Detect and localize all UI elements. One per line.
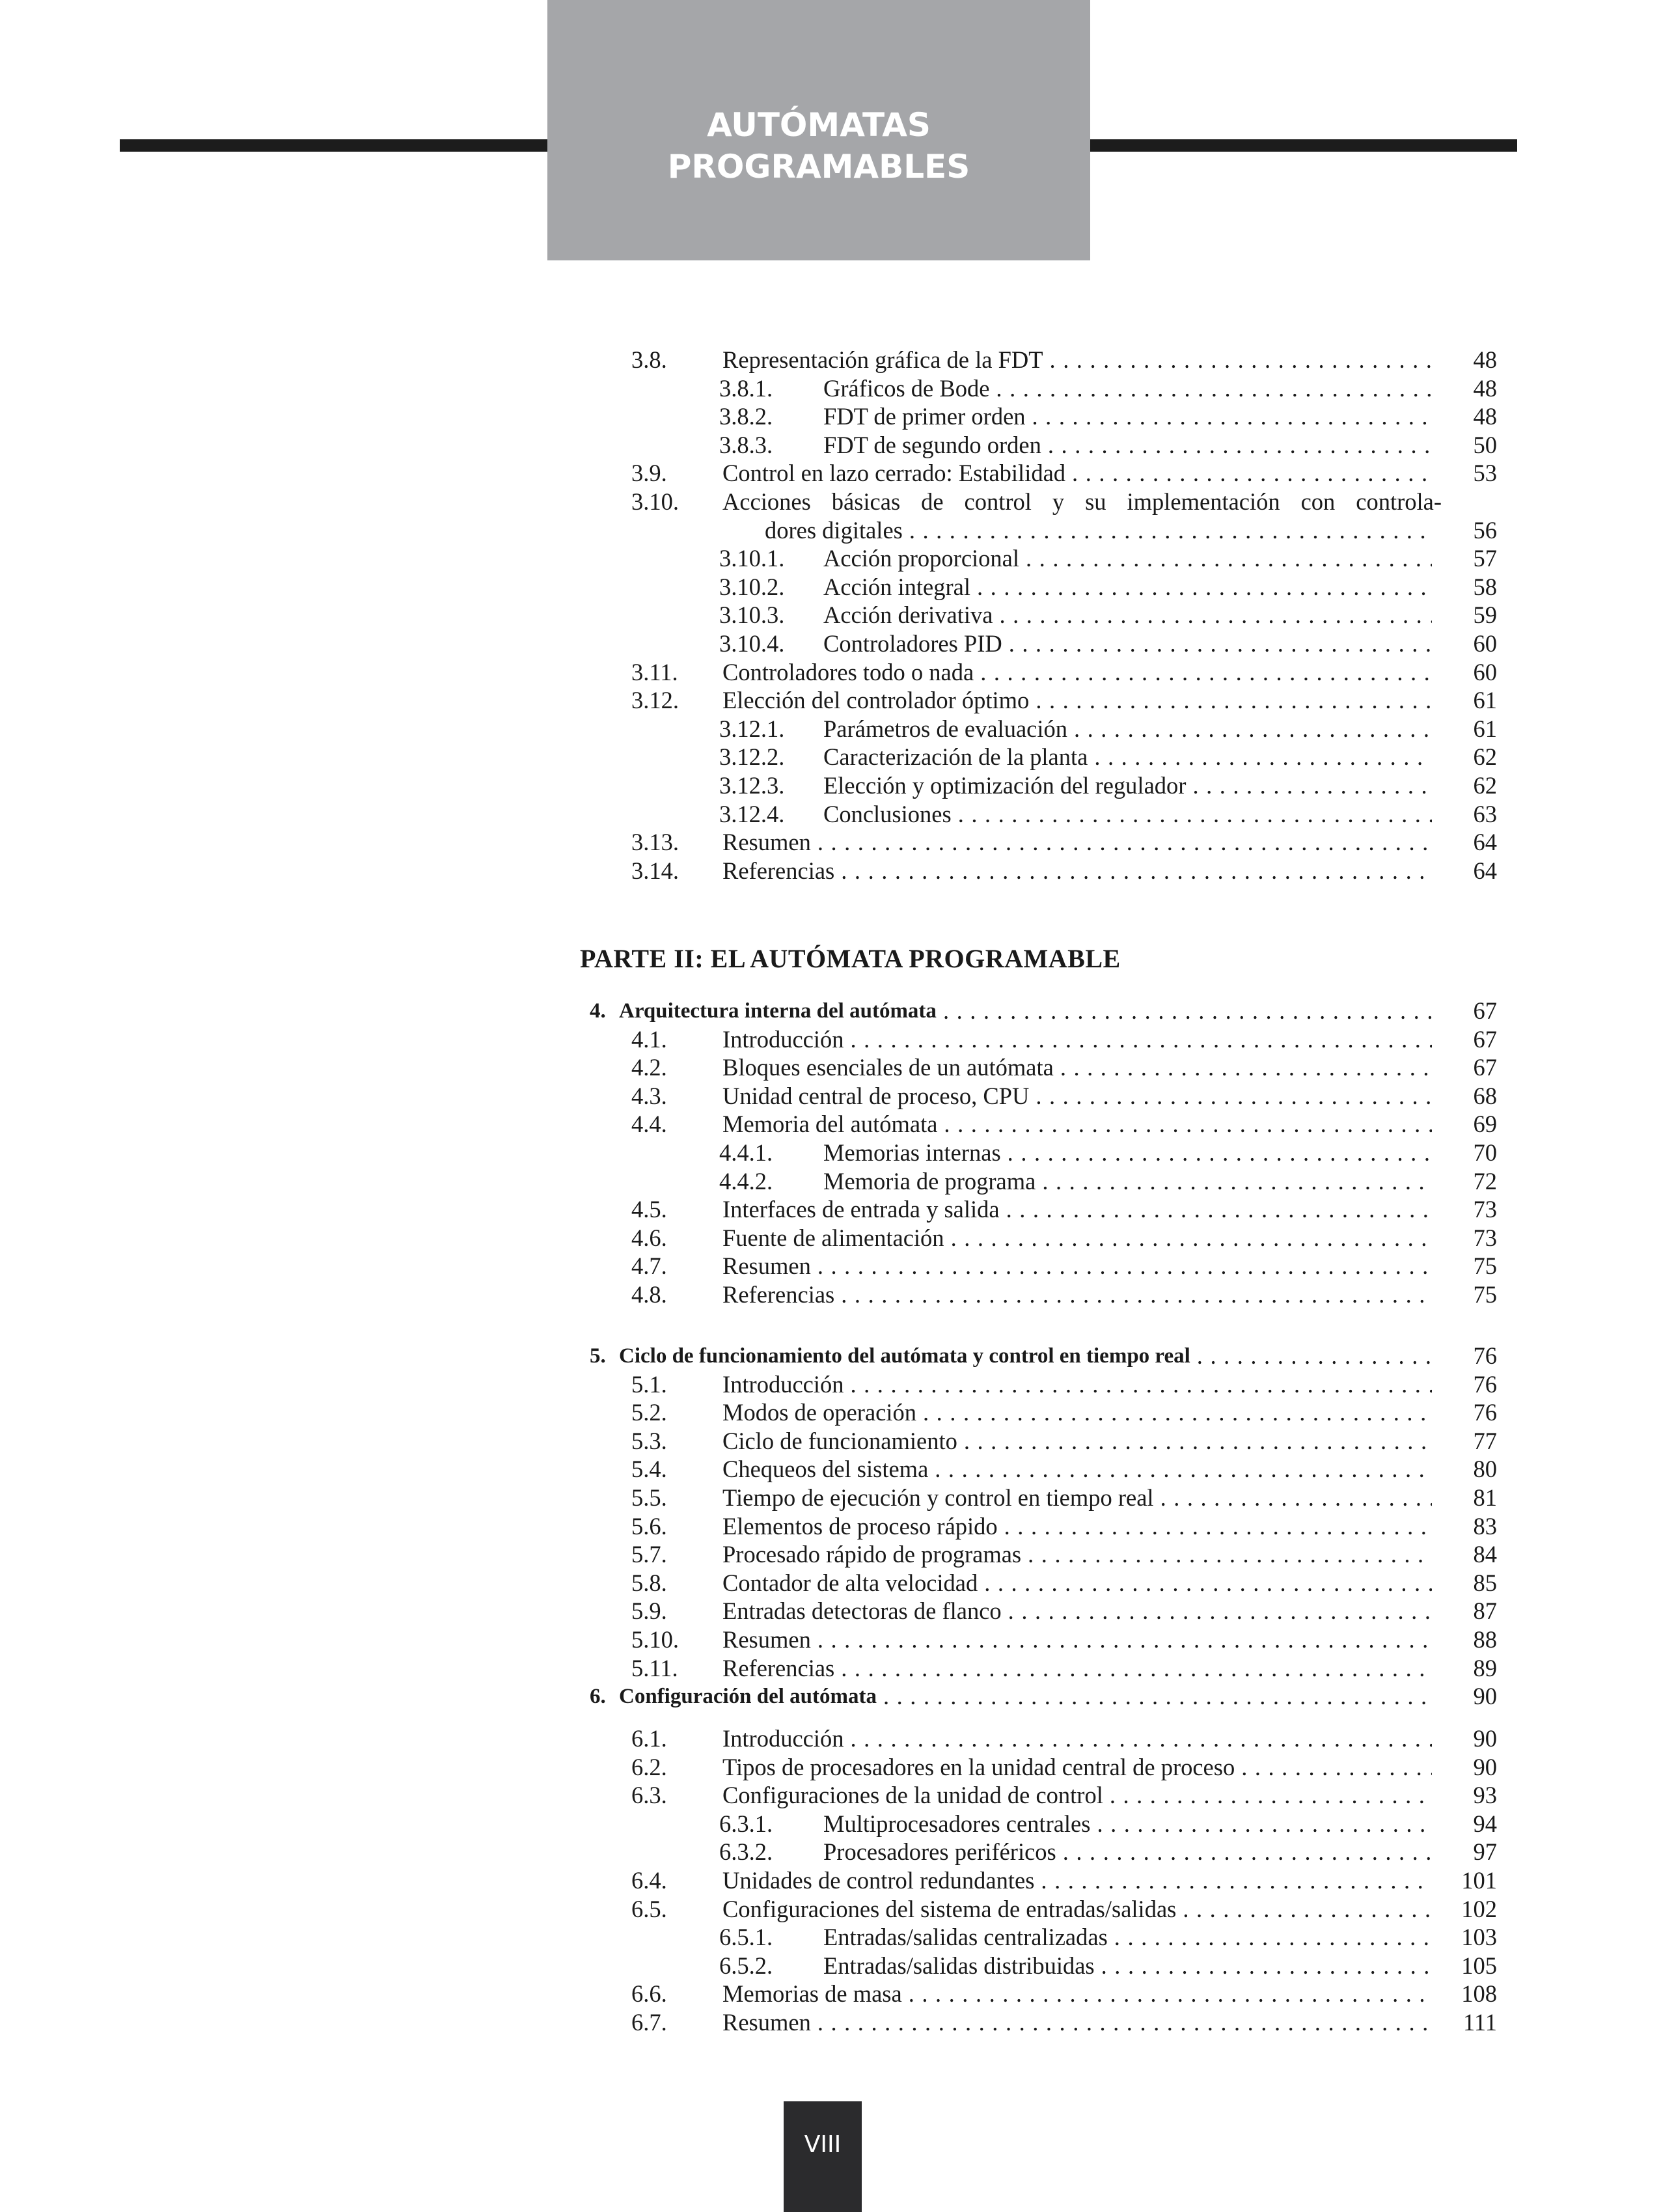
toc-subsection-entry	[0, 715, 1497, 743]
toc-entry-number: 3.13.	[631, 829, 679, 856]
leader-dots	[970, 574, 1432, 601]
leader-dots	[1090, 1810, 1432, 1838]
toc-entry-page: 83	[1473, 1512, 1497, 1540]
toc-entry-page: 56	[1473, 516, 1497, 544]
toc-entry	[0, 1428, 1497, 1455]
toc-subsection-entry	[0, 743, 1497, 771]
book-title-banner	[547, 0, 1090, 260]
leader-dots	[834, 857, 1432, 885]
toc-entry-title: Procesado rápido de programas	[722, 1541, 1022, 1568]
toc-entry-number: 3.14.	[631, 857, 679, 884]
toc-entry	[0, 1026, 1497, 1053]
toc-entry-page: 90	[1473, 1725, 1497, 1752]
toc-entry-page: 59	[1473, 601, 1497, 629]
toc-entry	[0, 1655, 1497, 1682]
toc-entry-title: Contador de alta velocidad	[722, 1569, 978, 1596]
toc-entry	[0, 1281, 1497, 1308]
toc-entry-page: 94	[1473, 1810, 1497, 1837]
toc-subsection-entry	[0, 375, 1497, 402]
toc-entry-number: 6.5.	[631, 1895, 667, 1922]
toc-subsection-entry	[0, 801, 1497, 828]
toc-entry-page: 60	[1473, 630, 1497, 657]
leader-dots	[811, 1626, 1432, 1653]
toc-entry	[0, 687, 1497, 714]
leader-dots	[1043, 346, 1432, 374]
leader-dots	[1103, 1782, 1432, 1809]
toc-entry-page: 97	[1473, 1838, 1497, 1866]
toc-entry-title: Referencias	[722, 857, 835, 884]
toc-entry-page: 90	[1473, 1683, 1497, 1710]
toc-entry-title: Arquitectura interna del autómata	[619, 999, 937, 1023]
toc-subsection-entry	[0, 574, 1497, 601]
toc-entry	[0, 1371, 1497, 1398]
toc-entry-page: 60	[1473, 658, 1497, 685]
toc-entry-page: 75	[1473, 1252, 1497, 1280]
toc-entry-title: Ciclo de funcionamiento	[722, 1427, 957, 1454]
leader-dots	[928, 1456, 1432, 1483]
toc-entry-title: Memoria del autómata	[722, 1111, 938, 1138]
leader-dots	[1088, 743, 1432, 771]
toc-entry-number: 5.3.	[631, 1427, 667, 1454]
toc-entry-page: 57	[1473, 545, 1497, 572]
toc-entry-number: 3.9.	[631, 460, 667, 487]
toc-entry-number: 6.	[590, 1685, 606, 1709]
toc-entry-page: 73	[1473, 1196, 1497, 1223]
toc-entry-number: 6.3.	[631, 1782, 667, 1809]
toc-entry	[0, 659, 1497, 686]
toc-entry-title: Conclusiones	[823, 800, 952, 827]
leader-dots	[1029, 1083, 1432, 1110]
toc-entry-number: 6.3.1.	[719, 1810, 773, 1837]
toc-entry	[0, 1725, 1497, 1752]
toc-entry-title: Resumen	[722, 2009, 811, 2036]
toc-subsection-entry	[0, 1924, 1497, 1951]
toc-entry	[0, 829, 1497, 856]
toc-entry-title: Tipos de procesadores en la unidad central de proceso	[722, 1753, 1235, 1780]
toc-entry-page: 50	[1473, 431, 1497, 458]
toc-entry-number: 3.12.1.	[719, 715, 785, 742]
leader-dots	[1019, 545, 1432, 572]
toc-subsection-entry	[0, 1952, 1497, 1980]
toc-entry-title: Resumen	[722, 1626, 811, 1653]
toc-entry-number: 3.8.3.	[719, 431, 773, 458]
toc-entry-title: Resumen	[722, 1252, 811, 1280]
toc-entry-number: 4.5.	[631, 1196, 667, 1223]
toc-entry-page: 105	[1461, 1952, 1497, 1979]
toc-entry-title: Elección y optimización del regulador	[823, 772, 1187, 799]
toc-entry	[0, 1896, 1497, 1923]
toc-entry-number: 4.4.	[631, 1111, 667, 1138]
leader-dots	[834, 1655, 1432, 1682]
toc-entry-number: 3.10.2.	[719, 573, 785, 600]
leader-dots	[1041, 432, 1432, 459]
leader-dots	[952, 801, 1432, 828]
leader-dots	[1029, 687, 1432, 714]
toc-entry-page: 48	[1473, 403, 1497, 430]
toc-entry-title: Introducción	[722, 1370, 844, 1398]
toc-entry-number: 6.5.2.	[719, 1952, 773, 1979]
toc-entry-number: 4.4.2.	[719, 1167, 773, 1195]
toc-entry-title: Procesadores periféricos	[823, 1838, 1056, 1866]
toc-subsection-entry	[0, 1168, 1497, 1195]
toc-entry-number: 6.1.	[631, 1725, 667, 1752]
toc-entry-number: 4.2.	[631, 1054, 667, 1081]
toc-entry-page: 53	[1473, 460, 1497, 487]
leader-dots	[1000, 1196, 1432, 1223]
leader-dots	[1065, 460, 1432, 487]
toc-entry-title: Gráficos de Bode	[823, 374, 990, 402]
toc-entry-number: 4.1.	[631, 1025, 667, 1053]
book-title-line-1: AUTÓMATAS	[707, 106, 931, 144]
toc-chapter-entry	[0, 997, 1497, 1025]
toc-entry	[0, 1782, 1497, 1809]
toc-subsection-entry	[0, 403, 1497, 430]
leader-dots	[916, 1399, 1432, 1426]
toc-entry-number: 6.3.2.	[719, 1838, 773, 1866]
toc-entry-title: Caracterización de la planta	[823, 743, 1088, 771]
leader-dots	[1002, 630, 1432, 657]
leader-dots	[944, 1224, 1432, 1252]
toc-entry-page: 89	[1473, 1654, 1497, 1681]
toc-entry-title: FDT de primer orden	[823, 403, 1026, 430]
toc-entry	[0, 1754, 1497, 1781]
toc-entry-number: 3.12.2.	[719, 743, 785, 771]
toc-entry	[0, 1252, 1497, 1280]
toc-entry	[0, 2009, 1497, 2036]
toc-entry-page: 87	[1473, 1597, 1497, 1625]
toc-subsection-entry	[0, 601, 1497, 629]
leader-dots	[1067, 715, 1432, 743]
leader-dots	[1108, 1924, 1432, 1951]
toc-subsection-entry	[0, 772, 1497, 799]
toc-entry-title: Unidades de control redundantes	[722, 1867, 1035, 1894]
toc-subsection-entry	[0, 1838, 1497, 1866]
toc-entry	[0, 1399, 1497, 1426]
leader-dots	[844, 1371, 1433, 1398]
toc-entry-title: Interfaces de entrada y salida	[722, 1196, 1000, 1223]
leader-dots	[1235, 1754, 1432, 1781]
header-rule-left	[120, 139, 547, 152]
toc-chapter-entry	[0, 1683, 1497, 1710]
toc-entry-page: 84	[1473, 1541, 1497, 1568]
toc-entry	[0, 1569, 1497, 1597]
toc-entry-page: 88	[1473, 1626, 1497, 1653]
header-rule-right	[1090, 139, 1517, 152]
toc-entry	[0, 857, 1497, 885]
toc-entry-title: dores digitales	[765, 516, 903, 544]
toc-entry-page: 85	[1473, 1569, 1497, 1596]
leader-dots	[974, 659, 1432, 686]
toc-entry-number: 6.5.1.	[719, 1924, 773, 1951]
leader-dots	[1001, 1139, 1432, 1167]
toc-entry-page: 48	[1473, 374, 1497, 402]
toc-entry	[0, 1196, 1497, 1223]
toc-entry-title: Acción integral	[823, 573, 971, 600]
book-title-line-2: PROGRAMABLES	[667, 148, 970, 186]
toc-entry-title: Controladores PID	[823, 630, 1002, 657]
toc-entry-title: Acción derivativa	[823, 601, 993, 629]
toc-entry-page: 58	[1473, 573, 1497, 600]
toc-entry-number: 4.7.	[631, 1252, 667, 1280]
toc-entry	[0, 1867, 1497, 1894]
toc-entry	[0, 1456, 1497, 1483]
toc-entry-title: Introducción	[722, 1725, 844, 1752]
toc-entry-title: Modos de operación	[722, 1399, 917, 1426]
toc-entry-title: Parámetros de evaluación	[823, 715, 1067, 742]
toc-entry	[0, 346, 1497, 374]
toc-entry-number: 5.9.	[631, 1597, 667, 1625]
toc-entry-title: Referencias	[722, 1281, 835, 1308]
toc-entry-number: 4.3.	[631, 1082, 667, 1109]
toc-entry-title: Unidad central de proceso, CPU	[722, 1082, 1030, 1109]
page-number: VIII	[804, 2131, 842, 2158]
page-number-tab	[784, 2101, 862, 2212]
toc-entry-number: 3.10.	[631, 488, 679, 515]
leader-dots	[1186, 772, 1432, 799]
leader-dots	[957, 1428, 1432, 1455]
leader-dots	[1036, 1168, 1432, 1195]
toc-entry-title: Elementos de proceso rápido	[722, 1512, 998, 1540]
toc-entry	[0, 1054, 1497, 1081]
toc-entry-title: Referencias	[722, 1654, 835, 1681]
toc-entry-number: 5.5.	[631, 1484, 667, 1511]
toc-entry	[0, 1484, 1497, 1512]
toc-entry-title: Chequeos del sistema	[722, 1456, 929, 1483]
toc-entry-page: 102	[1461, 1895, 1497, 1922]
leader-dots	[1154, 1484, 1432, 1512]
leader-dots	[1190, 1342, 1432, 1370]
toc-entry-title: Entradas/salidas distribuidas	[823, 1952, 1095, 1979]
toc-entry	[0, 1597, 1497, 1625]
toc-subsection-entry	[0, 1810, 1497, 1838]
toc-entry-number: 3.10.1.	[719, 545, 785, 572]
toc-entry-page: 67	[1473, 1025, 1497, 1053]
toc-entry-number: 3.8.1.	[719, 374, 773, 402]
toc-entry-page: 80	[1473, 1456, 1497, 1483]
toc-entry-number: 4.8.	[631, 1281, 667, 1308]
toc-entry-title: Acción proporcional	[823, 545, 1020, 572]
toc-entry-title: Entradas/salidas centralizadas	[823, 1924, 1108, 1951]
toc-entry-number: 5.2.	[631, 1399, 667, 1426]
leader-dots	[998, 1513, 1432, 1540]
toc-entry-number: 3.11.	[631, 658, 678, 685]
toc-entry-page: 63	[1473, 800, 1497, 827]
leader-dots	[1054, 1054, 1432, 1081]
leader-dots	[1026, 403, 1432, 430]
toc-entry-page: 108	[1461, 1980, 1497, 2008]
leader-dots	[978, 1569, 1432, 1597]
toc-entry-number: 5.10.	[631, 1626, 679, 1653]
toc-entry-title: Entradas detectoras de flanco	[722, 1597, 1002, 1625]
toc-entry-number: 6.2.	[631, 1753, 667, 1780]
toc-entry-title: Elección del controlador óptimo	[722, 687, 1030, 714]
toc-entry-number: 6.4.	[631, 1867, 667, 1894]
toc-entry-page: 67	[1473, 997, 1497, 1024]
leader-dots	[903, 517, 1432, 544]
toc-entry-page: 68	[1473, 1082, 1497, 1109]
toc-entry-number: 5.8.	[631, 1569, 667, 1596]
toc-entry-number: 4.	[590, 999, 606, 1023]
toc-entry-title: Memorias de masa	[722, 1980, 902, 2008]
toc-entry-number: 5.7.	[631, 1541, 667, 1568]
toc-entry-page: 76	[1473, 1370, 1497, 1398]
leader-dots	[811, 1252, 1432, 1280]
toc-entry-title: Resumen	[722, 829, 811, 856]
toc-entry-title: Control en lazo cerrado: Estabilidad	[722, 460, 1066, 487]
toc-entry-title: FDT de segundo orden	[823, 431, 1041, 458]
toc-subsection-entry	[0, 1139, 1497, 1167]
leader-dots	[993, 601, 1432, 629]
toc-entry-page: 72	[1473, 1167, 1497, 1195]
leader-dots	[1095, 1952, 1432, 1980]
toc-entry-number: 3.10.4.	[719, 630, 785, 657]
toc-entry-page: 64	[1473, 829, 1497, 856]
toc-entry-page: 76	[1473, 1399, 1497, 1426]
leader-dots	[834, 1281, 1432, 1308]
toc-entry-number: 3.12.4.	[719, 800, 785, 827]
toc-entry-page: 48	[1473, 346, 1497, 373]
toc-entry-page: 75	[1473, 1281, 1497, 1308]
toc-entry-number: 3.10.3.	[719, 601, 785, 629]
toc-entry-number: 5.6.	[631, 1512, 667, 1540]
leader-dots	[811, 2009, 1432, 2036]
toc-entry-title: Bloques esenciales de un autómata	[722, 1054, 1054, 1081]
toc-entry-title: Fuente de alimentación	[722, 1224, 944, 1251]
toc-entry-number: 5.4.	[631, 1456, 667, 1483]
leader-dots	[902, 1980, 1432, 2008]
toc-entry-page: 69	[1473, 1111, 1497, 1138]
part-heading: PARTE II: EL AUTÓMATA PROGRAMABLE	[580, 944, 1121, 973]
toc-entry-title: Memoria de programa	[823, 1167, 1036, 1195]
toc-entry	[0, 1513, 1497, 1540]
toc-entry-page: 77	[1473, 1427, 1497, 1454]
toc-entry-title: Acciones básicas de control y su implementación con controla-	[722, 488, 1442, 515]
toc-entry-title: Tiempo de ejecución y control en tiempo real	[722, 1484, 1154, 1511]
toc-entry-number: 5.	[590, 1344, 606, 1368]
toc-entry-page: 62	[1473, 772, 1497, 799]
toc-entry	[0, 517, 1497, 544]
toc-entry-page: 81	[1473, 1484, 1497, 1511]
toc-entry-title: Configuraciones del sistema de entradas/salidas	[722, 1895, 1177, 1922]
toc-entry-page: 64	[1473, 857, 1497, 884]
toc-entry-number: 3.8.2.	[719, 403, 773, 430]
toc-entry-page: 62	[1473, 743, 1497, 771]
toc-entry	[0, 1224, 1497, 1252]
toc-entry-page: 111	[1462, 2009, 1497, 2036]
toc-entry-title: Configuración del autómata	[619, 1685, 877, 1709]
toc-entry-number: 5.1.	[631, 1370, 667, 1398]
toc-entry-number: 4.4.1.	[719, 1139, 773, 1166]
toc-entry-number: 6.6.	[631, 1980, 667, 2008]
leader-dots	[1021, 1541, 1432, 1568]
toc-subsection-entry	[0, 630, 1497, 657]
toc-entry-page: 61	[1473, 715, 1497, 742]
toc-entry-number: 6.7.	[631, 2009, 667, 2036]
toc-entry-page: 61	[1473, 687, 1497, 714]
toc-entry	[0, 488, 1497, 516]
toc-subsection-entry	[0, 545, 1497, 572]
toc-entry-title: Controladores todo o nada	[722, 658, 974, 685]
toc-entry-page: 93	[1473, 1782, 1497, 1809]
leader-dots	[1034, 1867, 1432, 1894]
toc-entry-title: Representación gráfica de la FDT	[722, 346, 1043, 373]
toc-entry	[0, 1541, 1497, 1568]
toc-entry-number: 3.12.	[631, 687, 679, 714]
toc-entry-number: 3.12.3.	[719, 772, 785, 799]
toc-entry	[0, 1111, 1497, 1138]
leader-dots	[877, 1683, 1432, 1710]
toc-subsection-entry	[0, 432, 1497, 459]
toc-entry-number: 5.11.	[631, 1654, 678, 1681]
leader-dots	[937, 997, 1432, 1025]
toc-chapter-entry	[0, 1342, 1497, 1370]
toc-entry-page: 73	[1473, 1224, 1497, 1251]
leader-dots	[844, 1026, 1433, 1053]
toc-entry-page: 90	[1473, 1753, 1497, 1780]
toc-entry	[0, 460, 1497, 487]
leader-dots	[1176, 1896, 1432, 1923]
toc-entry-page: 101	[1461, 1867, 1497, 1894]
toc-entry	[0, 1626, 1497, 1653]
toc-entry	[0, 1083, 1497, 1110]
toc-entry	[0, 1980, 1497, 2008]
toc-entry-title: Memorias internas	[823, 1139, 1001, 1166]
toc-entry-title: Configuraciones de la unidad de control	[722, 1782, 1103, 1809]
toc-entry-title: Ciclo de funcionamiento del autómata y control en tiempo real	[619, 1344, 1190, 1368]
leader-dots	[1056, 1838, 1432, 1866]
toc-entry-page: 67	[1473, 1054, 1497, 1081]
leader-dots	[989, 375, 1432, 402]
leader-dots	[937, 1111, 1432, 1138]
toc-entry-page: 103	[1461, 1924, 1497, 1951]
toc-entry-title: Introducción	[722, 1025, 844, 1053]
toc-entry-page: 76	[1473, 1342, 1497, 1369]
leader-dots	[1002, 1597, 1432, 1625]
toc-entry-title: Multiprocesadores centrales	[823, 1810, 1091, 1837]
leader-dots	[811, 829, 1432, 856]
leader-dots	[844, 1725, 1433, 1752]
toc-entry-number: 3.8.	[631, 346, 667, 373]
toc-entry-number: 4.6.	[631, 1224, 667, 1251]
toc-entry-page: 70	[1473, 1139, 1497, 1166]
